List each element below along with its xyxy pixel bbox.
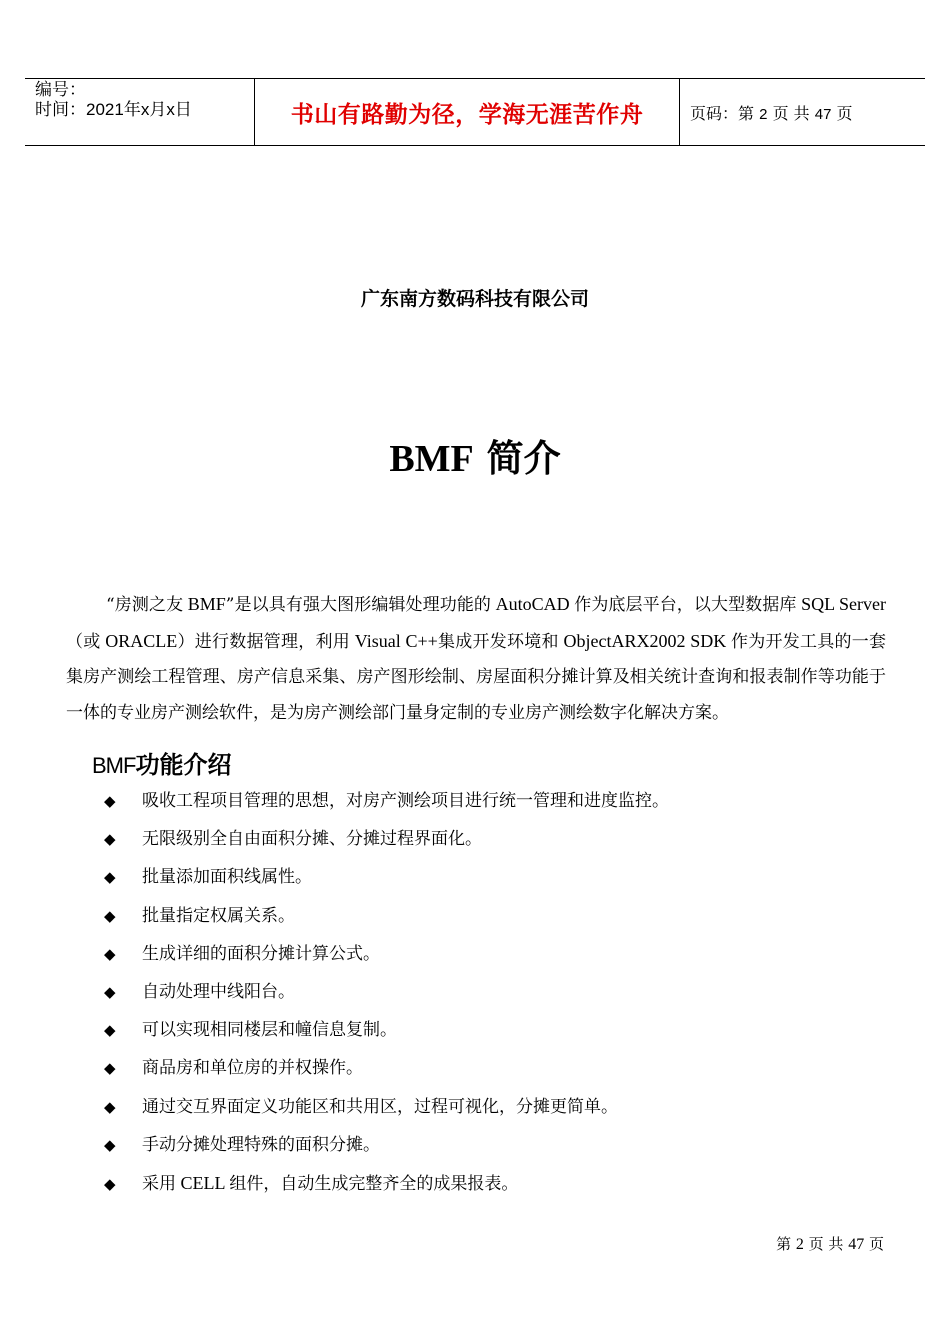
- diamond-bullet-icon: ◆: [104, 1097, 116, 1116]
- footer-total: 47: [848, 1236, 865, 1253]
- page-mid: 页 共: [772, 103, 810, 123]
- header-motto-cell: [254, 79, 680, 145]
- company-name: 广东南方数码科技有限公司: [360, 288, 589, 310]
- list-item-text: CELL: [176, 1172, 230, 1193]
- diamond-bullet-icon: ◆: [104, 944, 116, 963]
- intro-text: AutoCAD: [491, 594, 575, 614]
- list-item-text: 批量添加面积线属性。: [142, 867, 312, 888]
- intro-text: ）进行数据管理，利用: [177, 631, 351, 652]
- list-item: [104, 1092, 884, 1130]
- list-item-text: 采用: [142, 1173, 176, 1194]
- diamond-bullet-icon: ◆: [104, 982, 116, 1001]
- intro-paragraph: [66, 587, 886, 731]
- list-item-text: 通过交互界面定义功能区和共用区，过程可视化，分摊更简单。: [142, 1096, 618, 1117]
- list-item-text: 手动分摊处理特殊的面积分摊。: [142, 1134, 380, 1155]
- list-item-text: 可以实现相同楼层和幢信息复制。: [142, 1020, 397, 1041]
- section-heading-cjk: 功能介绍: [135, 751, 232, 779]
- list-item-text: 批量指定权属关系。: [142, 905, 295, 926]
- diamond-bullet-icon: ◆: [104, 1059, 116, 1078]
- diamond-bullet-icon: ◆: [104, 1021, 116, 1040]
- page-code-label: 页码：: [690, 103, 739, 123]
- list-item: [104, 786, 884, 824]
- time-value: 2021年x月x日: [86, 100, 192, 119]
- header-meta-cell: [25, 79, 254, 145]
- list-item-text: 生成详细的面积分摊计算公式。: [142, 943, 380, 964]
- number-line: [35, 80, 86, 100]
- list-item-text: 组件，自动生成完整齐全的成果报表。: [229, 1173, 519, 1194]
- list-item: [104, 862, 884, 900]
- section-heading: [92, 745, 231, 780]
- intro-text: BMF: [183, 594, 226, 614]
- list-item: [104, 1015, 884, 1053]
- list-item: [104, 977, 884, 1015]
- page-current: 2: [759, 105, 768, 123]
- intro-text: Visual C++: [350, 630, 438, 651]
- title-cjk: 简介: [486, 436, 561, 480]
- page-suffix: 页: [836, 103, 853, 123]
- list-item-text: 商品房和单位房的并权操作。: [142, 1058, 363, 1079]
- page-title: [0, 428, 950, 482]
- diamond-bullet-icon: ◆: [104, 868, 116, 887]
- intro-text: ”是以具有强大图形编辑处理功能的: [225, 595, 492, 615]
- list-item: [104, 1130, 884, 1168]
- page-prefix: 第: [738, 103, 755, 123]
- title-latin: BMF: [389, 438, 474, 480]
- diamond-bullet-icon: ◆: [104, 906, 116, 925]
- list-item-text: 自动处理中线阳台。: [142, 981, 295, 1002]
- list-item: [104, 824, 884, 862]
- number-label: 编号：: [35, 80, 86, 99]
- list-item: [104, 939, 884, 977]
- document-header: [25, 78, 925, 146]
- footer-suffix: 页: [868, 1235, 884, 1253]
- footer-mid: 页 共: [808, 1235, 844, 1253]
- page-total: 47: [814, 105, 832, 123]
- diamond-bullet-icon: ◆: [104, 792, 116, 810]
- intro-text: 作为开发工具的一套集房产测绘工程管理、房产信息采集、房产图形绘制、房屋面积分摊计算及相关统计查询和报表制作等功能于一体的专业房产测绘软件，是为房产测绘部门量身定制的专业房产测绘数字化解决方案。: [66, 631, 887, 723]
- intro-text: “房测之友: [106, 595, 184, 615]
- list-item-text: 无限级别全自由面积分摊、分摊过程界面化。: [142, 829, 482, 850]
- list-item: [104, 1053, 884, 1091]
- motto: 书山有路勤为径，学海无涯苦作舟: [290, 101, 644, 128]
- page-code: [690, 101, 853, 124]
- section-heading-latin: BMF: [92, 753, 136, 778]
- list-item: [104, 901, 884, 939]
- time-label: 时间：: [35, 100, 86, 119]
- footer-prefix: 第: [776, 1235, 792, 1253]
- time-line: [35, 100, 192, 120]
- diamond-bullet-icon: ◆: [104, 1135, 116, 1154]
- footer-current: 2: [795, 1236, 804, 1253]
- intro-text: ObjectARX2002 SDK: [558, 630, 732, 651]
- list-item-text: 吸收工程项目管理的思想，对房产测绘项目进行统一管理和进度监控。: [142, 791, 669, 811]
- diamond-bullet-icon: ◆: [104, 1174, 116, 1193]
- header-page-cell: [680, 79, 925, 145]
- intro-text: 作为底层平台，以大型数据库: [574, 595, 797, 615]
- diamond-bullet-icon: ◆: [104, 830, 116, 849]
- intro-text: （或: [66, 631, 101, 652]
- page-footer: [776, 1233, 884, 1254]
- feature-list: [104, 786, 884, 1206]
- intro-text: ORACLE: [100, 630, 178, 651]
- intro-text: 集成开发环境和: [437, 631, 559, 652]
- intro-text: SQL Server: [796, 594, 886, 614]
- list-item: [104, 1168, 884, 1206]
